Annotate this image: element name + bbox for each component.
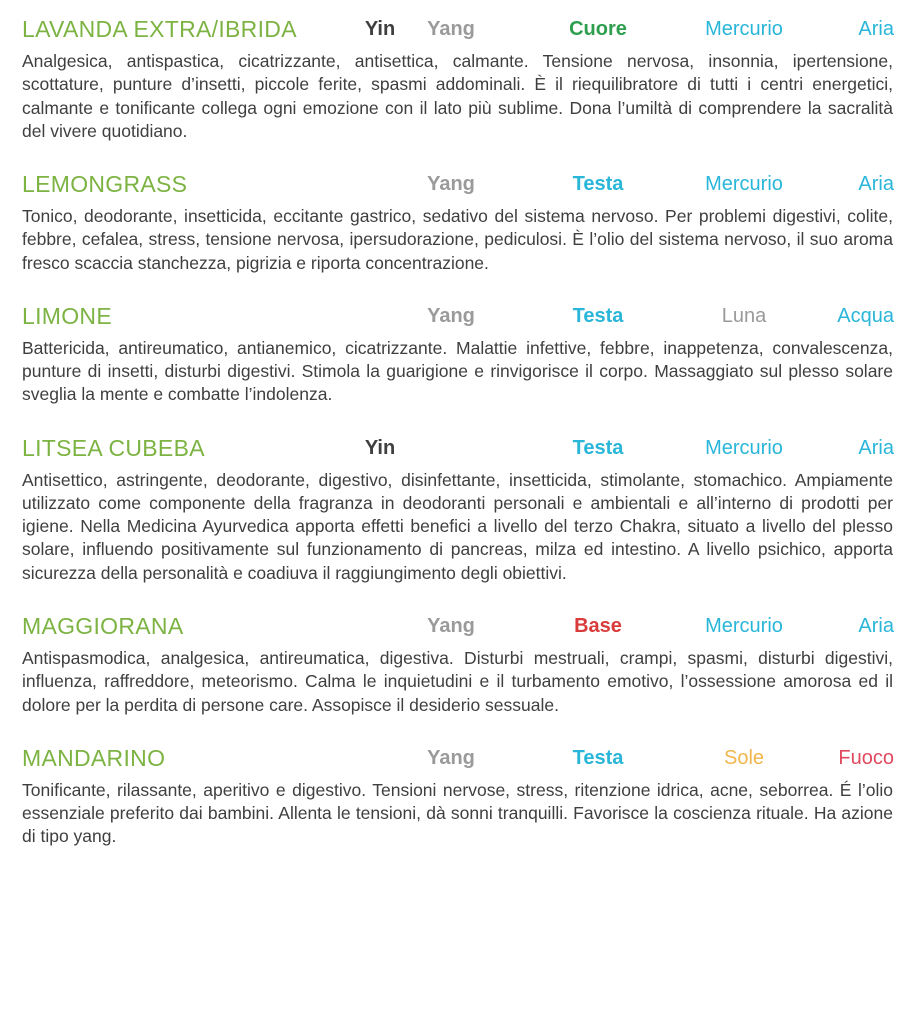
oil-name: LITSEA CUBEBA [22, 434, 205, 461]
oil-entry [22, 745, 893, 849]
oil-name: MANDARINO [22, 744, 166, 771]
oil-description: Antispasmodica, analgesica, antireumatica, digestiva. Disturbi mestruali, crampi, spasmi, disturbi digestivi, influenza, raffreddore, meteorismo. Calma le inquietudini e il turbamento emotivo, l’ossessione amorosa ed il dolore per la perdita di persone care. Assopisce il desiderio sessuale. [22, 647, 893, 715]
oil-pianeta: Mercurio [705, 173, 783, 196]
oil-centro-energetico: Testa [572, 746, 624, 769]
oil-pianeta: Mercurio [705, 436, 783, 459]
oil-entry [22, 171, 893, 275]
oil-centro-energetico: Base [574, 614, 622, 637]
oil-yang: Yang [427, 614, 475, 637]
oil-elemento: Aria [858, 436, 894, 459]
oil-yang: Yang [427, 173, 475, 196]
oil-centro-energetico: Cuore [569, 18, 627, 40]
oil-entry [22, 16, 893, 143]
oil-yin: Yin [364, 18, 396, 40]
oil-elemento: Aria [858, 614, 894, 637]
oil-entry [22, 303, 893, 407]
oil-entry-header [22, 303, 893, 333]
oil-pianeta: Luna [721, 304, 767, 327]
oil-pianeta: Mercurio [705, 18, 783, 40]
oil-name: MAGGIORANA [22, 612, 184, 639]
oil-elemento: Aria [858, 173, 894, 196]
oil-entry-header [22, 435, 893, 465]
oil-yin: Yin [364, 436, 396, 459]
oil-elemento: Aria [858, 18, 894, 40]
oil-pianeta: Mercurio [705, 614, 783, 637]
oil-centro-energetico: Testa [572, 173, 624, 196]
oil-centro-energetico: Testa [572, 436, 624, 459]
oil-description: Analgesica, antispastica, cicatrizzante, antisettica, calmante. Tensione nervosa, insonnia, ipertensione, scottature, punture d’insetti, piccole ferite, spasmi addominali. È il riequilibratore di tutti i centri energetici, calmante e tonificante collega ogni emozione con il lato più sublime. Dona l’umiltà di comprendere la sacralità del vivere quotidiano. [22, 51, 893, 141]
oil-name: LAVANDA EXTRA/IBRIDA [22, 16, 297, 42]
oil-entry-header [22, 16, 893, 46]
oil-pianeta: Sole [723, 746, 765, 769]
oil-description: Antisettico, astringente, deodorante, digestivo, disinfettante, insetticida, stimolante, stomachico. Ampiamente utilizzato come componente della fragranza in deodoranti personali e ambientali e all’interno di prodotti per igiene. Nella Medicina Ayurvedica apporta effetti benefici a livello del terzo Chakra, situato a livello del plesso solare, influendo positivamente sul funzionamento di pancreas, milza ed intestino. A livello psichico, apporta sicurezza della personalità e coadiuva il raggiungimento degli obiettivi. [22, 469, 893, 583]
oil-description: Tonificante, rilassante, aperitivo e digestivo. Tensioni nervose, stress, ritenzione idrica, acne, seborrea. É l’olio essenziale preferito dai bambini. Allenta le tensioni, dà sonni tranquilli. Favorisce la coscienza rituale. Ha azione di tipo yang. [22, 779, 893, 847]
oil-entry-header [22, 171, 893, 201]
oil-entry-header [22, 745, 893, 775]
oil-description: Tonico, deodorante, insetticida, eccitante gastrico, sedativo del sistema nervoso. Per problemi digestivi, colite, febbre, cefalea, stress, tensione nervosa, ipersudorazione, pediculosi. È l’olio del sistema nervoso, il suo aroma fresco scaccia stanchezza, pigrizia e riporta concentrazione. [22, 206, 893, 273]
oil-entry [22, 435, 893, 585]
oil-yang: Yang [427, 304, 475, 327]
oil-entry [22, 613, 893, 717]
oil-centro-energetico: Testa [572, 304, 624, 327]
oil-name: LIMONE [22, 302, 112, 329]
oil-elemento: Fuoco [838, 746, 894, 769]
oil-name: LEMONGRASS [22, 171, 188, 198]
oil-yang: Yang [427, 18, 475, 40]
oil-entry-header [22, 613, 893, 643]
oil-yang: Yang [427, 746, 475, 769]
oil-description: Battericida, antireumatico, antianemico, cicatrizzante. Malattie infettive, febbre, inappetenza, convalescenza, punture di insetti, disturbi digestivi. Stimola la guarigione e rinvigorisce il corpo. Massaggiato sul plesso solare sveglia la mente e combatte l’indolenza. [22, 337, 893, 405]
oil-elemento: Acqua [837, 304, 894, 327]
